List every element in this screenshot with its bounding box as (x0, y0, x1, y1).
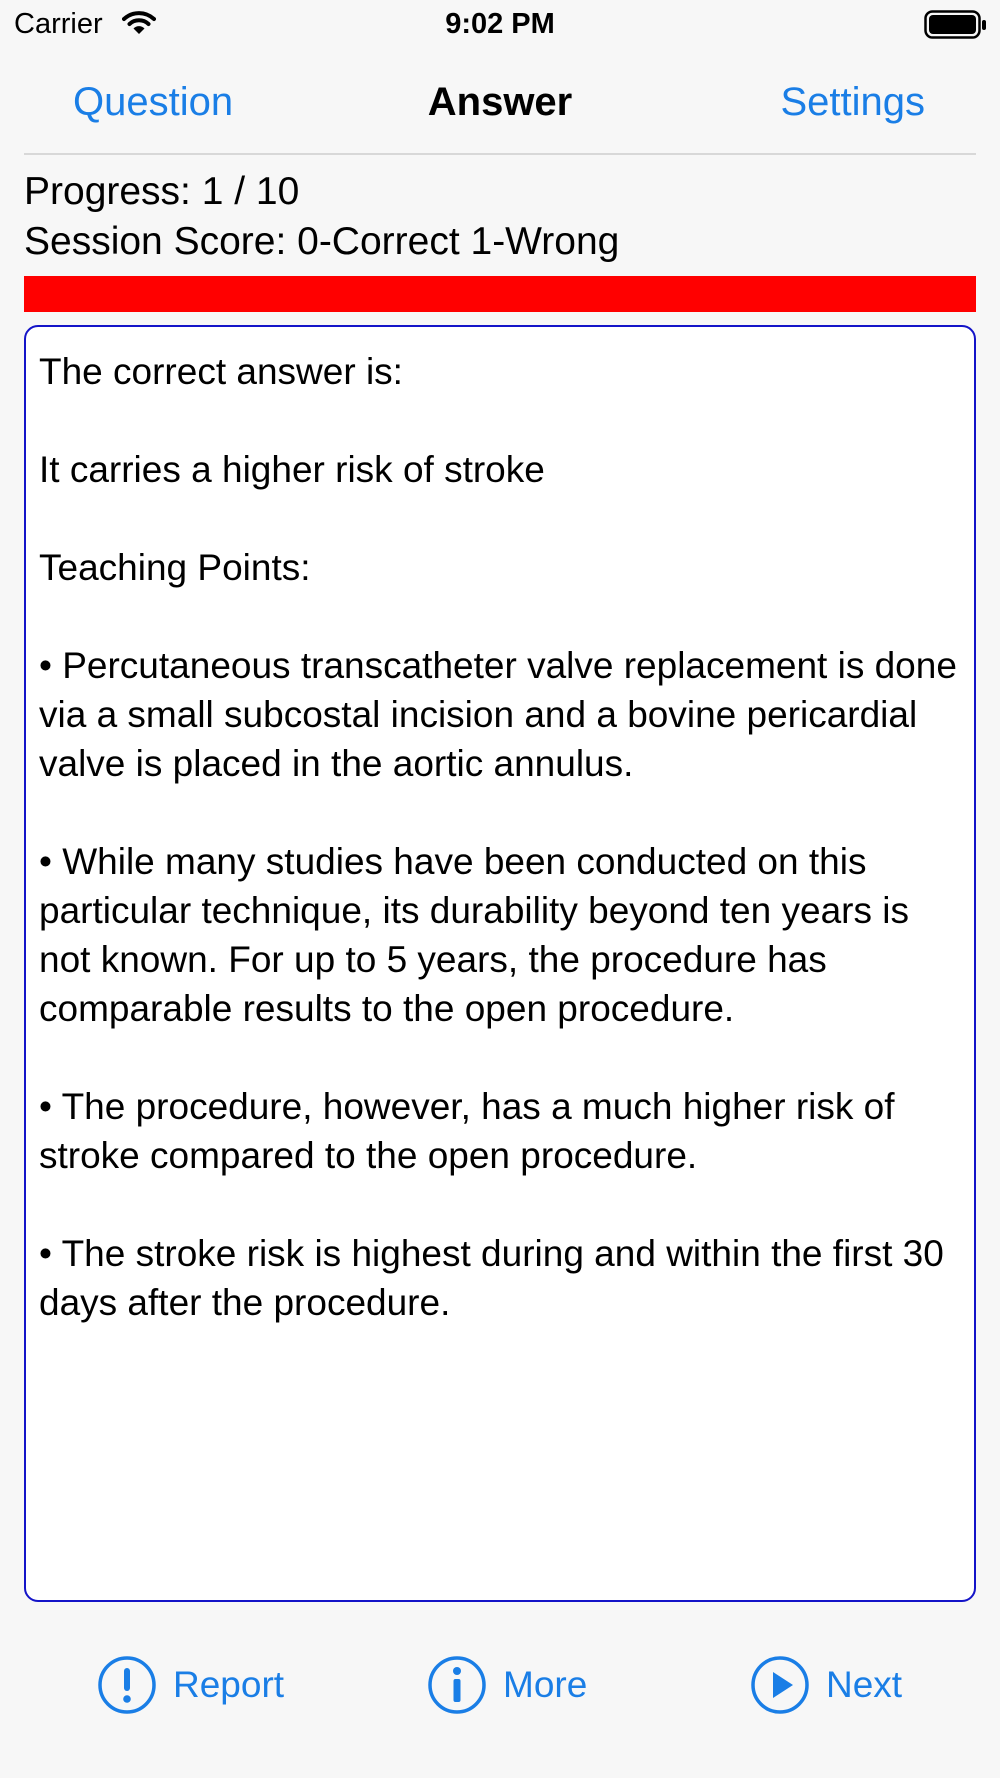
battery-icon (924, 10, 988, 45)
nav-divider (24, 153, 976, 155)
session-score: Session Score: 0-Correct 1-Wrong (24, 220, 620, 263)
status-time: 9:02 PM (445, 8, 555, 40)
teaching-point: • The stroke risk is highest during and within the first 30 days after the procedure. (39, 1233, 944, 1323)
teaching-points-heading: Teaching Points: (39, 547, 311, 588)
score-bar (24, 276, 976, 312)
next-button[interactable] (750, 1640, 902, 1730)
more-label: More (503, 1664, 588, 1705)
teaching-point: • The procedure, however, has a much higher risk of stroke compared to the open procedure. (39, 1086, 895, 1176)
score-bar-wrong (24, 276, 976, 312)
report-button[interactable] (97, 1640, 284, 1730)
play-circle-icon (750, 1655, 810, 1715)
correct-answer-text: It carries a higher risk of stroke (39, 449, 545, 490)
report-label: Report (173, 1664, 285, 1705)
question-tab-button[interactable]: Question (73, 80, 234, 124)
next-label: Next (826, 1664, 903, 1705)
answer-heading: The correct answer is: (39, 351, 403, 392)
progress-counter: Progress: 1 / 10 (24, 170, 300, 213)
navigation-bar (0, 60, 1000, 154)
teaching-point: • While many studies have been conducted on this particular technique, its durability beyond ten years is not known. For up to 5 years, the procedure has comparable results to the open procedure. (39, 841, 909, 1029)
exclamation-circle-icon (97, 1655, 157, 1715)
more-button[interactable] (427, 1640, 587, 1730)
settings-button[interactable]: Settings (780, 80, 925, 124)
answer-text-view[interactable] (24, 325, 976, 1602)
bottom-toolbar (0, 1640, 1000, 1730)
carrier-label: Carrier (14, 8, 103, 40)
progress-info (24, 167, 619, 267)
page-title: Answer (427, 80, 573, 124)
status-bar (0, 0, 1000, 50)
info-circle-icon (427, 1655, 487, 1715)
teaching-point: • Percutaneous transcatheter valve replacement is done via a small subcostal incision and a bovine pericardial valve is placed in the aortic annulus. (39, 645, 957, 784)
